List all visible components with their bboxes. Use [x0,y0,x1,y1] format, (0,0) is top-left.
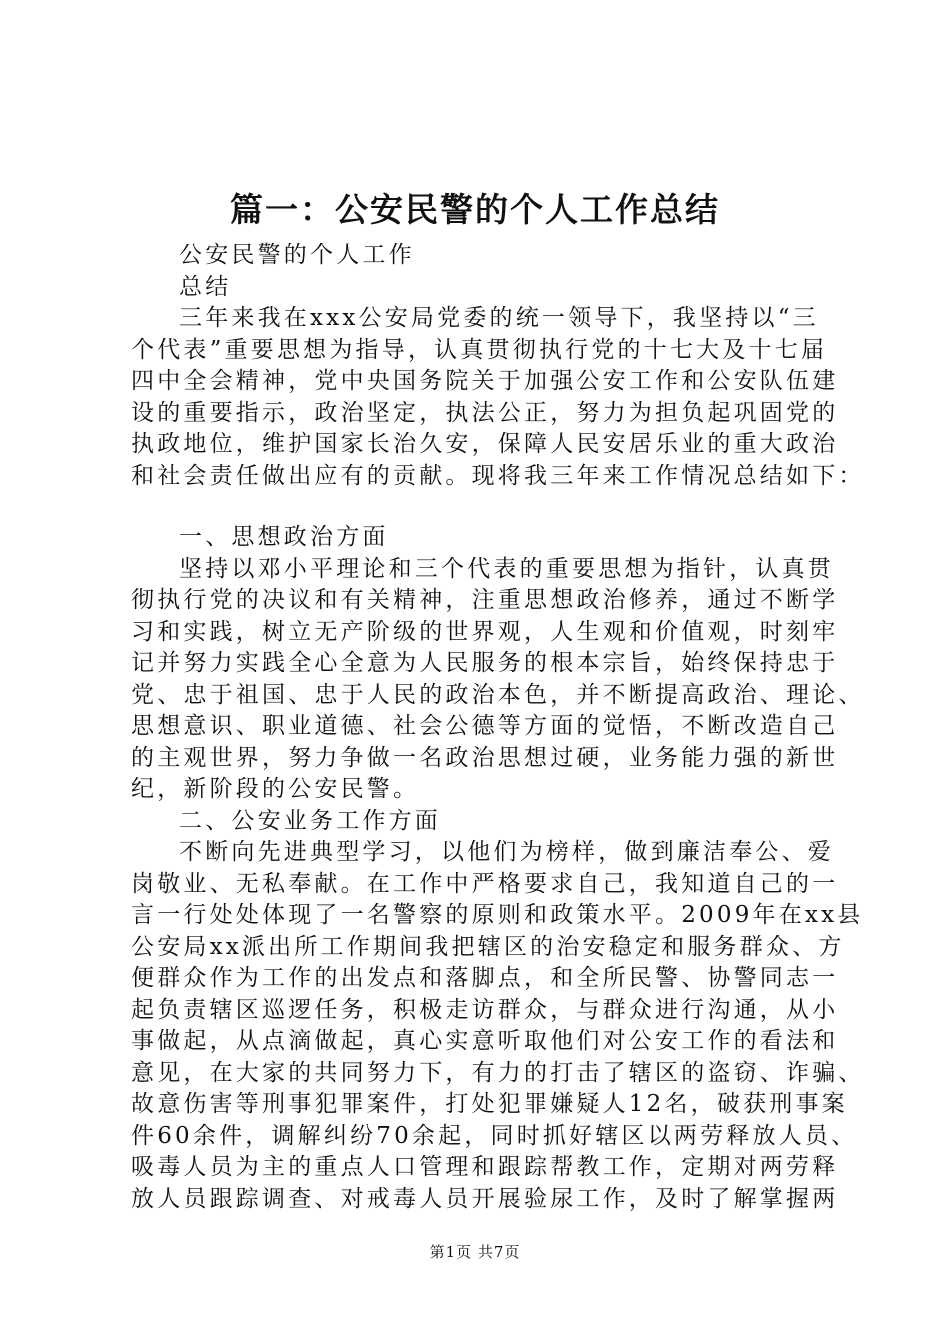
document-body [131,240,865,1215]
page-title: 篇一：公安民警的个人工作总结 [230,190,720,229]
paragraph-line: 便群众作为工作的出发点和落脚点，和全所民警、协警同志一 [131,965,839,991]
section-heading: 一、思想政治方面 [179,524,389,550]
paragraph-line: 三年来我在xxx公安局党委的统一领导下，我坚持以“三 [179,305,819,331]
paragraph-line: 四中全会精神，党中央国务院关于加强公安工作和公安队伍建 [131,368,839,394]
paragraph-line: 意见，在大家的共同努力下，有力的打击了辖区的盗窃、诈骗、 [131,1059,865,1086]
paragraph-line: 坚持以邓小平理论和三个代表的重要思想为指针，认真贯 [179,555,834,582]
paragraph-line: 起负责辖区巡逻任务，积极走访群众，与群众进行沟通，从小 [131,996,839,1023]
paragraph-gap [131,492,826,522]
paragraph-line: 执政地位，维护国家长治久安，保障人民安居乐业的重大政治 [131,431,839,457]
paragraph-line: 记并努力实践全心全意为人民服务的根本宗旨，始终保持忠于 [131,650,839,676]
paragraph-line: 彻执行党的决议和有关精神，注重思想政治修养，通过不断学 [131,587,839,613]
paragraph-line: 思想意识、职业道德、社会公德等方面的觉悟，不断改造自己 [131,713,839,739]
page-number: 第1页 共7页 [429,1243,521,1261]
paragraph-line: 公安局xx派出所工作期间我把辖区的治安稳定和服务群众、方 [131,933,845,960]
paragraph-line: 不断向先进典型学习，以他们为榜样，做到廉洁奉公、爱 [179,839,834,865]
paragraph-line: 言一行处处体现了一名警察的原则和政策水平。2009年在xx县 [131,902,864,928]
paragraph-line: 吸毒人员为主的重点人口管理和跟踪帮教工作，定期对两劳释 [131,1154,839,1180]
paragraph-line: 党、忠于祖国、忠于人民的政治本色，并不断提高政治、理论、 [131,681,865,708]
paragraph-line: 和社会责任做出应有的贡献。现将我三年来工作情况总结如下： [131,462,865,489]
paragraph-line: 故意伤害等刑事犯罪案件，打处犯罪嫌疑人12名，破获刑事案 [131,1091,848,1117]
section-heading: 二、公安业务工作方面 [179,807,441,834]
paragraph-line: 事做起，从点滴做起，真心实意听取他们对公安工作的看法和 [131,1028,839,1054]
paragraph-line: 的主观世界，努力争做一名政治思想过硬，业务能力强的新世 [131,744,839,771]
paragraph-line: 纪，新阶段的公安民警。 [131,776,420,802]
paragraph-line: 岗敬业、无私奉献。在工作中严格要求自己，我知道自己的一 [131,870,839,897]
paragraph-line: 习和实践，树立无产阶级的世界观，人生观和价值观，时刻牢 [131,618,839,645]
paragraph-line: 个代表”重要思想为指导，认真贯彻执行党的十七大及十七届 [131,336,828,363]
paragraph-line: 放人员跟踪调查、对戒毒人员开展验尿工作，及时了解掌握两 [131,1185,839,1212]
paragraph-line: 设的重要指示，政治坚定，执法公正，努力为担负起巩固党的 [131,399,839,426]
subtitle-line: 总结 [179,273,232,300]
paragraph-line: 件60余件，调解纠纷70余起，同时抓好辖区以两劳释放人员、 [131,1122,858,1149]
subtitle-line: 公安民警的个人工作 [179,242,415,268]
